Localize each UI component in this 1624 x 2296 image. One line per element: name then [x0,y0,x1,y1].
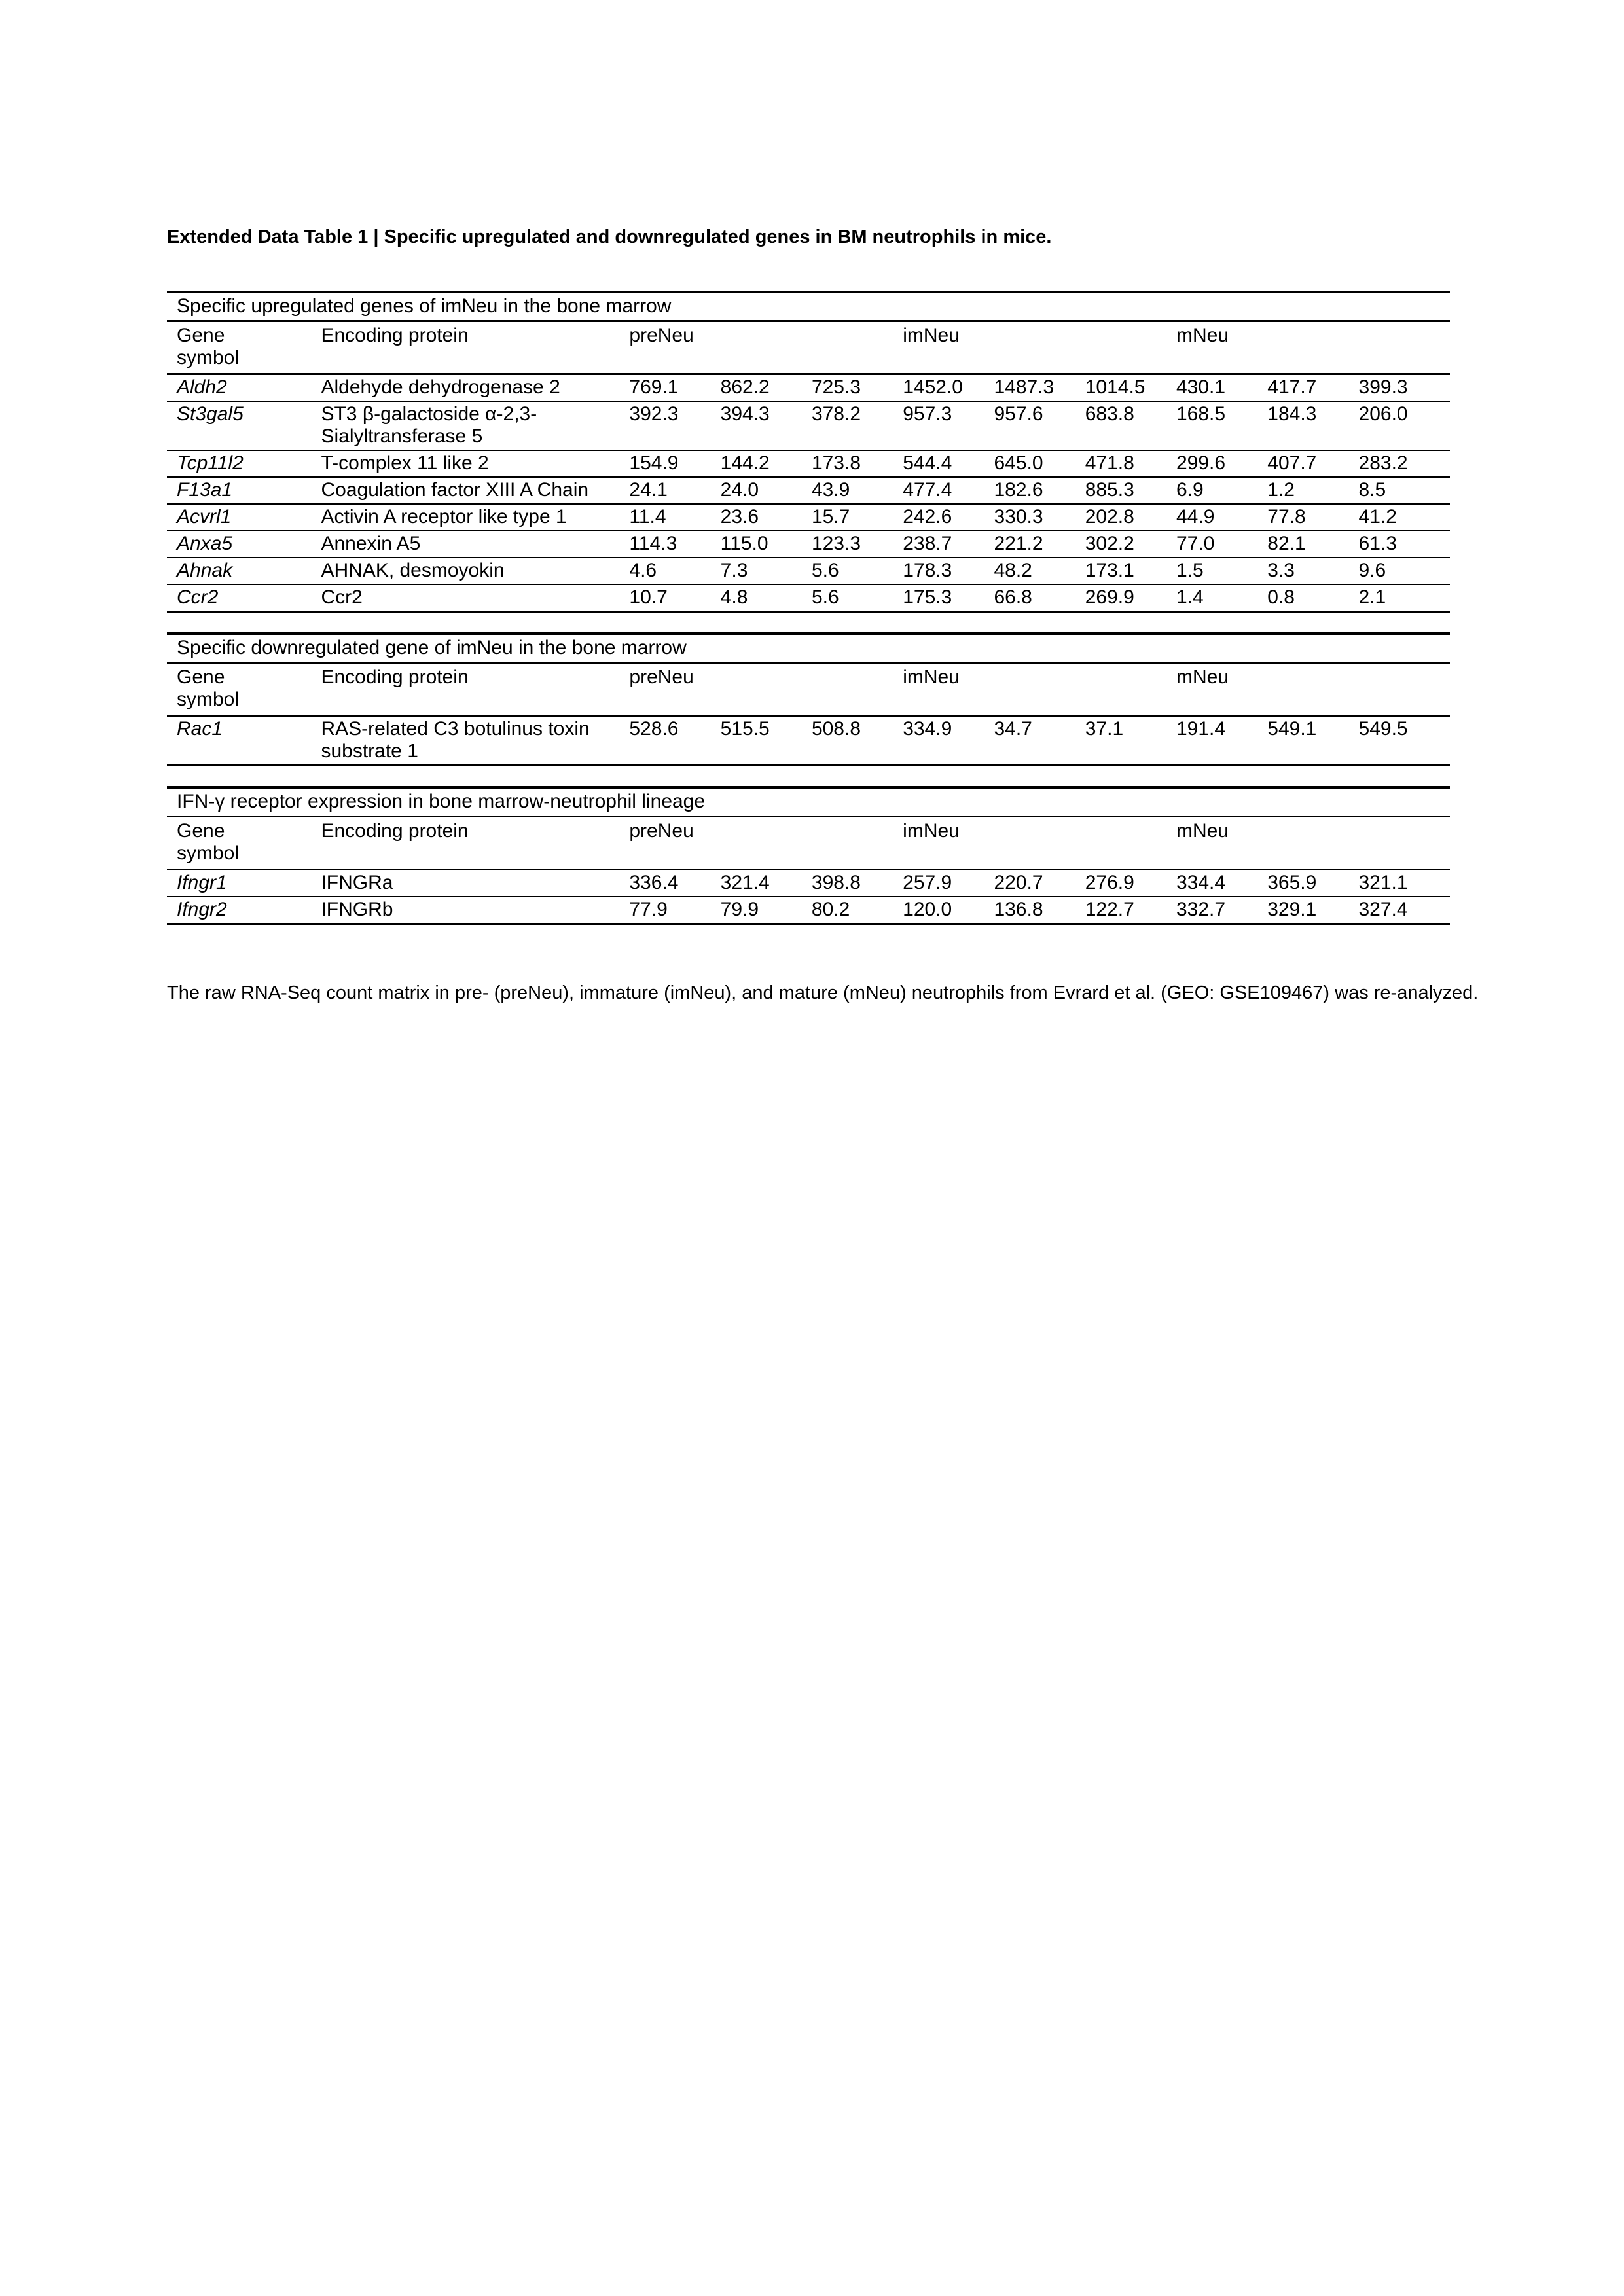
value-cell: 1014.5 [1085,376,1146,398]
value-cell: 1452.0 [903,376,963,398]
value-cell: 82.1 [1267,533,1306,554]
value-cell: 44.9 [1176,506,1215,528]
preneu-group-header: preNeu [629,321,903,374]
value-cell: 407.7 [1267,452,1317,474]
gene-symbol-header [167,817,321,870]
gene-table-row [167,558,1450,584]
gene-symbol-header [167,321,321,374]
page-title: Extended Data Table 1 | Specific upregulated and downregulated genes in BM neutrophils in mice. [167,226,1052,247]
value-cell: 173.1 [1085,560,1134,581]
value-cell: 136.8 [994,899,1043,920]
value-cell: 206.0 [1358,403,1408,425]
value-cell: 66.8 [994,586,1032,608]
value-cell: 6.9 [1176,479,1204,501]
gene-symbol-cell: Ifngr1 [177,872,227,893]
value-cell: 378.2 [811,403,861,425]
value-cell: 430.1 [1176,376,1226,398]
protein-cell: Annexin A5 [321,533,421,554]
value-cell: 299.6 [1176,452,1226,474]
value-cell: 37.1 [1085,718,1124,740]
value-cell: 549.1 [1267,718,1317,740]
value-cell: 321.1 [1358,872,1408,893]
gene-symbol-cell: Ifngr2 [177,899,227,920]
page-content [167,225,1479,1005]
value-cell: 178.3 [903,560,952,581]
gene-symbol-header-label: Gene symbol [177,666,240,710]
value-cell: 10.7 [629,586,668,608]
gene-table-row [167,584,1450,612]
value-cell: 23.6 [720,506,759,528]
section-title: Specific upregulated genes of imNeu in the bone marrow [167,292,1450,321]
value-cell: 477.4 [903,479,952,501]
gene-table-row [167,531,1450,558]
value-cell: 242.6 [903,506,952,528]
value-cell: 957.3 [903,403,952,425]
gene-symbol-header-label: Gene symbol [177,820,240,864]
value-cell: 0.8 [1267,586,1295,608]
value-cell: 61.3 [1358,533,1397,554]
value-cell: 115.0 [720,533,768,554]
value-cell: 769.1 [629,376,679,398]
value-cell: 330.3 [994,506,1043,528]
gene-symbol-cell: Ahnak [177,560,233,581]
value-cell: 11.4 [629,506,666,528]
value-cell: 549.5 [1358,718,1408,740]
value-cell: 269.9 [1085,586,1134,608]
value-cell: 238.7 [903,533,952,554]
value-cell: 417.7 [1267,376,1317,398]
value-cell: 24.0 [720,479,759,501]
mneu-group-header: mNeu [1176,663,1450,716]
protein-cell: Aldehyde dehydrogenase 2 [321,376,560,398]
value-cell: 885.3 [1085,479,1134,501]
imneu-group-header: imNeu [903,321,1176,374]
gene-symbol-cell: Aldh2 [177,376,227,398]
protein-cell: RAS-related C3 botulinus toxin substrate 1 [321,718,590,762]
value-cell: 154.9 [629,452,679,474]
value-cell: 220.7 [994,872,1043,893]
value-cell: 1.5 [1176,560,1204,581]
value-cell: 515.5 [720,718,770,740]
value-cell: 114.3 [629,533,677,554]
value-cell: 9.6 [1358,560,1386,581]
gene-symbol-header-label: Gene symbol [177,325,240,368]
protein-cell: IFNGRb [321,899,393,920]
ifng-receptor-table [167,786,1450,925]
gene-table-row [167,401,1450,450]
value-cell: 725.3 [811,376,861,398]
value-cell: 1487.3 [994,376,1055,398]
value-cell: 15.7 [811,506,850,528]
value-cell: 41.2 [1358,506,1397,528]
protein-cell: IFNGRa [321,872,393,893]
value-cell: 508.8 [811,718,861,740]
gene-table-row [167,477,1450,504]
value-cell: 1.2 [1267,479,1295,501]
encoding-protein-header: Encoding protein [321,321,629,374]
value-cell: 77.0 [1176,533,1215,554]
encoding-protein-header: Encoding protein [321,817,629,870]
gene-symbol-cell: Ccr2 [177,586,219,608]
protein-cell: ST3 β-galactoside α-2,3-Sialyltransferase 5 [321,403,537,447]
value-cell: 5.6 [811,586,839,608]
value-cell: 182.6 [994,479,1043,501]
column-header-row [167,817,1450,870]
value-cell: 957.6 [994,403,1043,425]
upregulated-genes-table [167,291,1450,613]
value-cell: 48.2 [994,560,1032,581]
value-cell: 3.3 [1267,560,1295,581]
value-cell: 257.9 [903,872,952,893]
value-cell: 24.1 [629,479,668,501]
protein-cell: T-complex 11 like 2 [321,452,489,474]
value-cell: 334.4 [1176,872,1226,893]
gene-table-row [167,716,1450,766]
section-title: IFN-γ receptor expression in bone marrow-neutrophil lineage [167,787,1450,817]
value-cell: 79.9 [720,899,759,920]
gene-symbol-header [167,663,321,716]
column-header-row [167,321,1450,374]
value-cell: 34.7 [994,718,1032,740]
value-cell: 1.4 [1176,586,1204,608]
value-cell: 544.4 [903,452,952,474]
value-cell: 202.8 [1085,506,1134,528]
encoding-protein-header: Encoding protein [321,663,629,716]
value-cell: 334.9 [903,718,952,740]
value-cell: 221.2 [994,533,1043,554]
value-cell: 399.3 [1358,376,1408,398]
section-header-row [167,634,1450,663]
gene-symbol-cell: Anxa5 [177,533,233,554]
value-cell: 175.3 [903,586,952,608]
value-cell: 336.4 [629,872,679,893]
value-cell: 398.8 [811,872,861,893]
value-cell: 184.3 [1267,403,1317,425]
value-cell: 394.3 [720,403,770,425]
imneu-group-header: imNeu [903,663,1176,716]
value-cell: 168.5 [1176,403,1226,425]
gene-symbol-cell: Tcp11l2 [177,452,244,474]
gene-table-row [167,374,1450,402]
value-cell: 144.2 [720,452,770,474]
value-cell: 283.2 [1358,452,1408,474]
value-cell: 191.4 [1176,718,1226,740]
gene-symbol-cell: Rac1 [177,718,223,740]
section-header-row [167,292,1450,321]
value-cell: 122.7 [1085,899,1134,920]
mneu-group-header: mNeu [1176,321,1450,374]
gene-symbol-cell: St3gal5 [177,403,244,425]
value-cell: 8.5 [1358,479,1386,501]
value-cell: 7.3 [720,560,748,581]
section-header-row [167,787,1450,817]
value-cell: 332.7 [1176,899,1226,920]
value-cell: 2.1 [1358,586,1386,608]
gene-table-row [167,870,1450,897]
gene-table-row [167,504,1450,531]
value-cell: 4.6 [629,560,657,581]
value-cell: 173.8 [811,452,861,474]
protein-cell: Coagulation factor XIII A Chain [321,479,589,501]
value-cell: 327.4 [1358,899,1408,920]
value-cell: 471.8 [1085,452,1134,474]
value-cell: 392.3 [629,403,679,425]
preneu-group-header: preNeu [629,663,903,716]
preneu-group-header: preNeu [629,817,903,870]
mneu-group-header: mNeu [1176,817,1450,870]
value-cell: 77.9 [629,899,668,920]
value-cell: 276.9 [1085,872,1134,893]
value-cell: 80.2 [811,899,850,920]
imneu-group-header: imNeu [903,817,1176,870]
value-cell: 365.9 [1267,872,1317,893]
table-footnote: The raw RNA-Seq count matrix in pre- (preNeu), immature (imNeu), and mature (mNeu) neutrophils from Evrard et al. (GEO: GSE109467) was re-analyzed. [167,982,1479,1003]
value-cell: 4.8 [720,586,748,608]
protein-cell: AHNAK, desmoyokin [321,560,505,581]
section-title: Specific downregulated gene of imNeu in the bone marrow [167,634,1450,663]
gene-table-row [167,897,1450,924]
value-cell: 645.0 [994,452,1043,474]
downregulated-gene-table [167,632,1450,766]
protein-cell: Activin A receptor like type 1 [321,506,567,528]
gene-symbol-cell: Acvrl1 [177,506,232,528]
value-cell: 528.6 [629,718,679,740]
value-cell: 123.3 [811,533,861,554]
value-cell: 120.0 [903,899,952,920]
value-cell: 302.2 [1085,533,1134,554]
value-cell: 862.2 [720,376,770,398]
gene-table-row [167,450,1450,477]
column-header-row [167,663,1450,716]
value-cell: 321.4 [720,872,770,893]
value-cell: 5.6 [811,560,839,581]
value-cell: 43.9 [811,479,850,501]
gene-symbol-cell: F13a1 [177,479,233,501]
value-cell: 683.8 [1085,403,1134,425]
value-cell: 329.1 [1267,899,1317,920]
protein-cell: Ccr2 [321,586,363,608]
value-cell: 77.8 [1267,506,1306,528]
